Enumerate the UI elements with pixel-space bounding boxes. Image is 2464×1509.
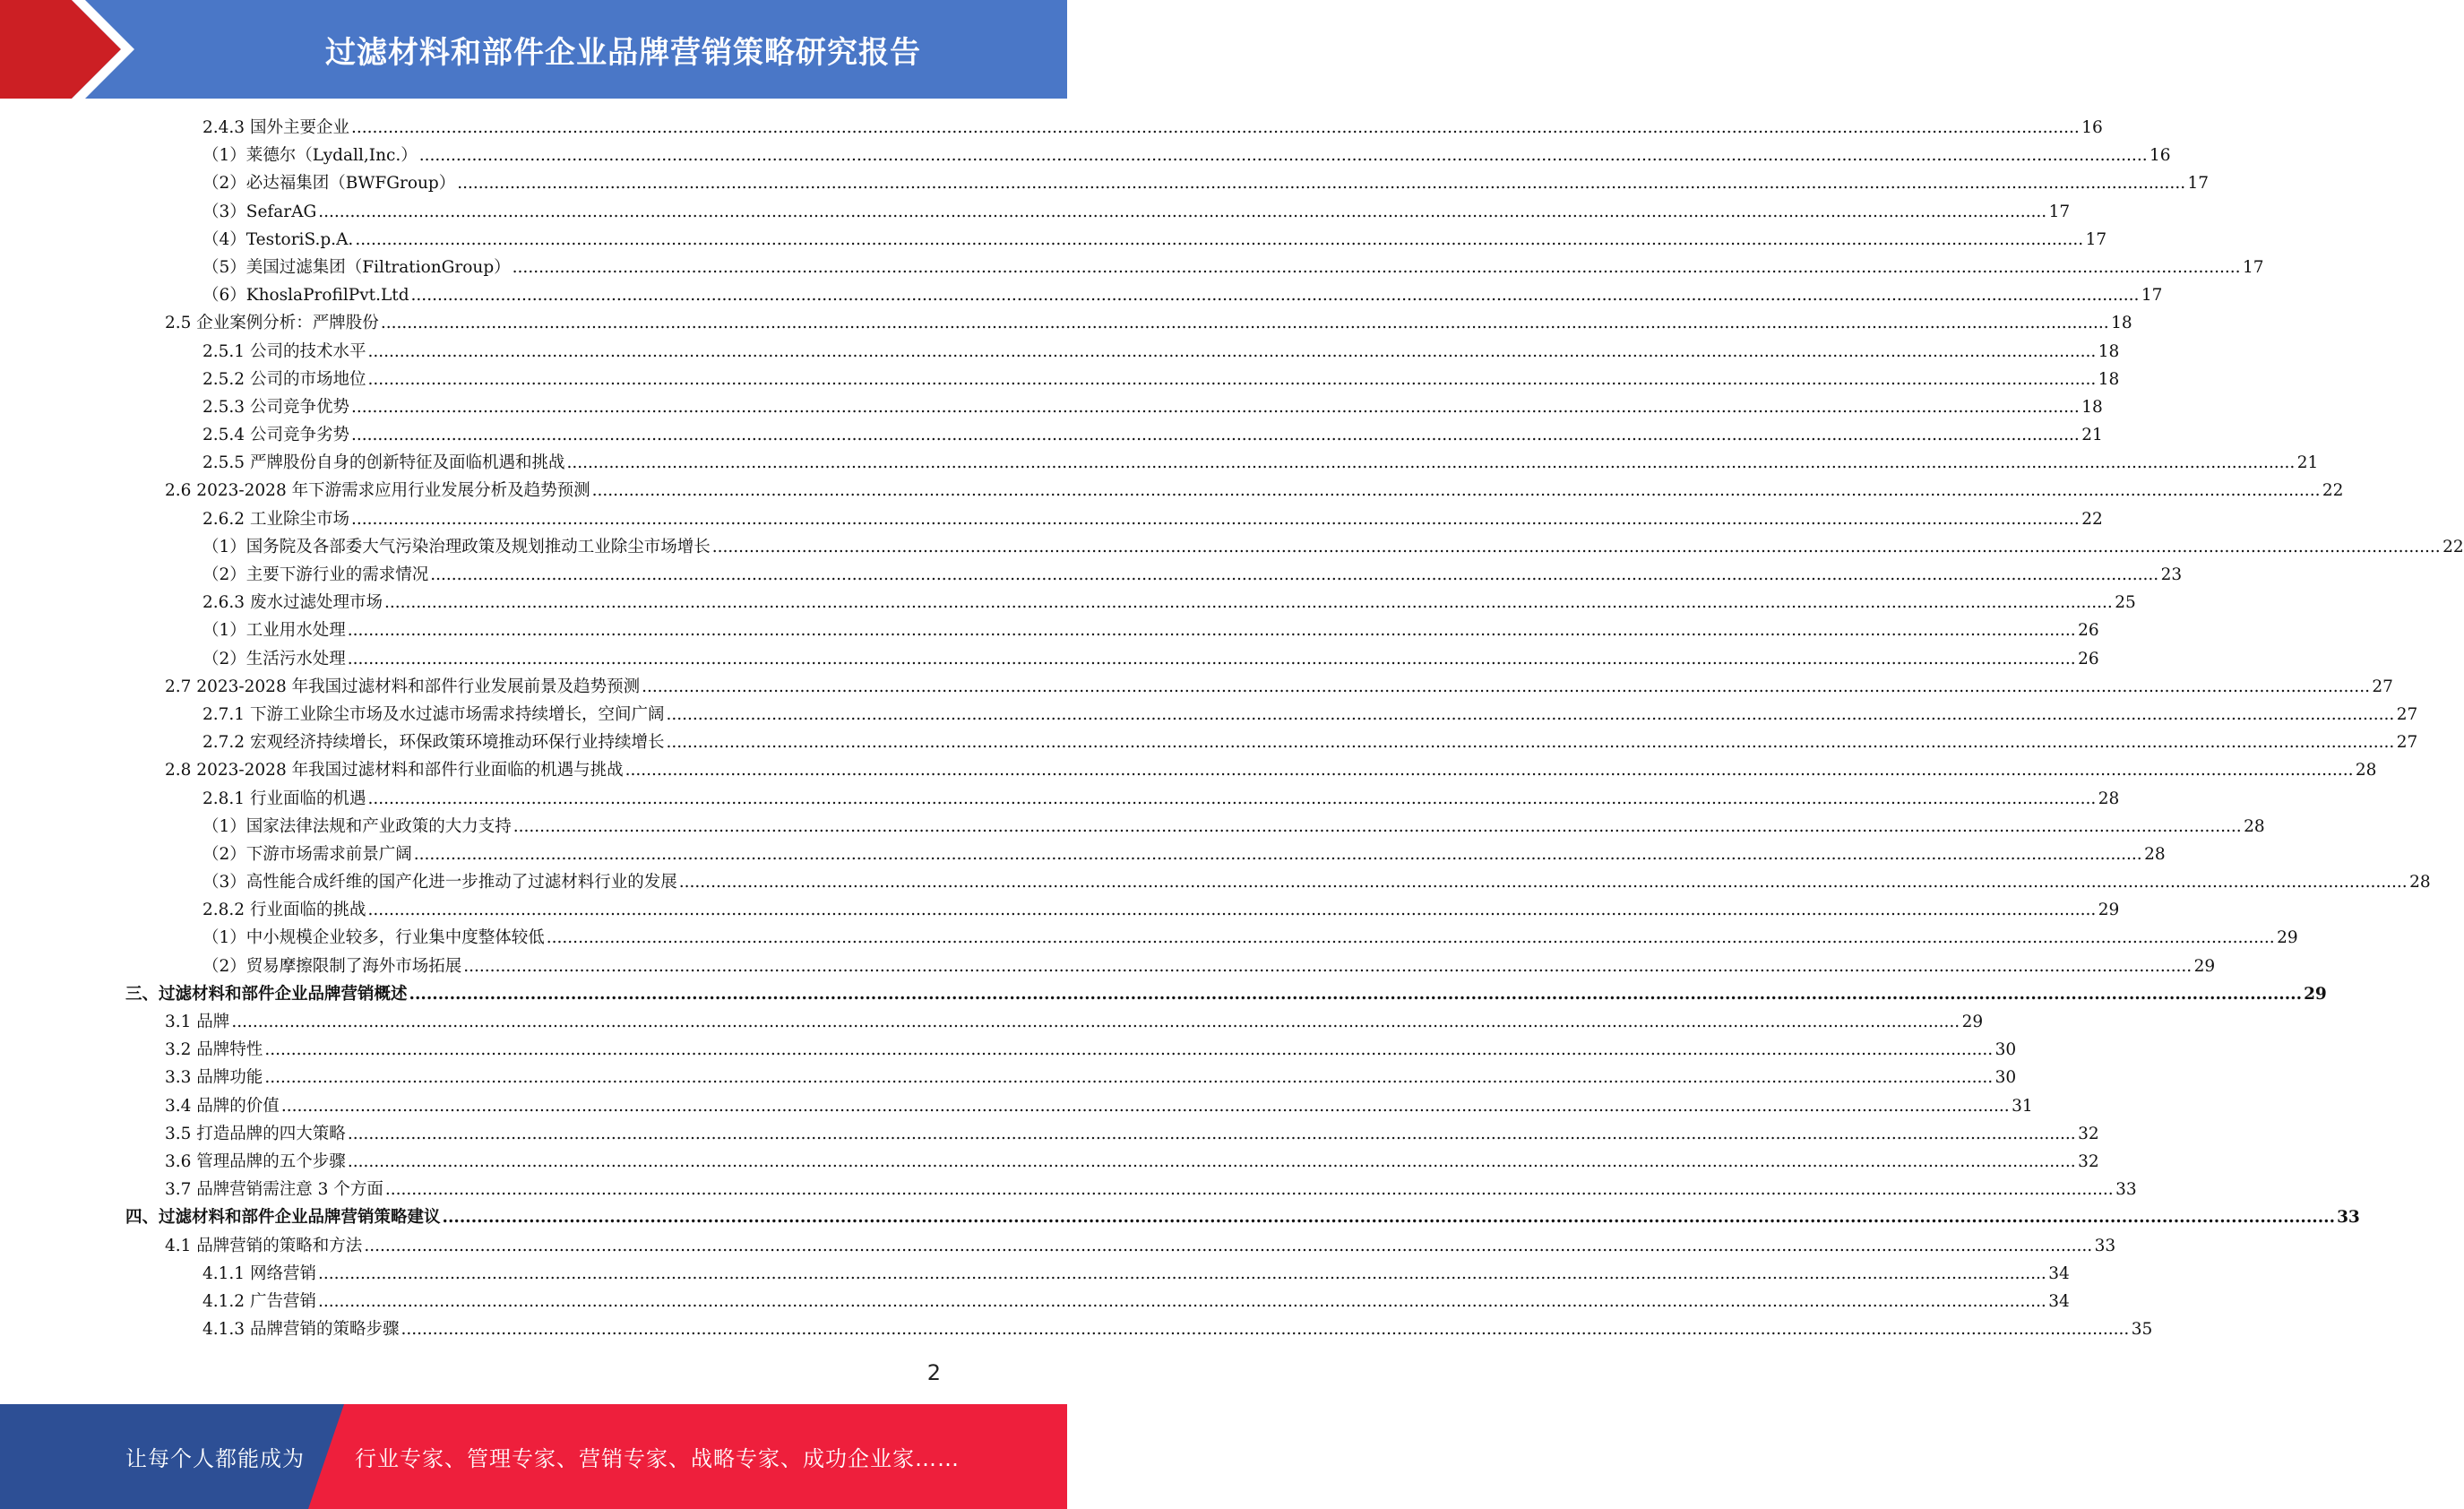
toc-dot-leader xyxy=(351,421,2080,449)
toc-entry-page: 17 xyxy=(2187,174,2210,194)
toc-entry[interactable] xyxy=(0,169,2210,197)
toc-entry[interactable] xyxy=(0,1232,2116,1260)
toc-entry[interactable] xyxy=(0,1176,2137,1203)
toc-entry-page: 26 xyxy=(2078,649,2099,668)
toc-entry-title: （2）生活污水处理 xyxy=(202,649,346,668)
toc-entry-title: 2.5.4 公司竞争劣势 xyxy=(202,426,349,445)
toc-dot-leader xyxy=(281,1092,2010,1120)
toc-dot-leader xyxy=(401,1315,2129,1343)
toc-entry-title: （1）工业用水处理 xyxy=(202,621,346,641)
toc-entry[interactable] xyxy=(0,1008,1984,1036)
toc-entry-title: 4.1 品牌营销的策略和方法 xyxy=(165,1236,363,1255)
toc-entry-title: 2.7 2023-2028 年我国过滤材料和部件行业发展前景及趋势预测 xyxy=(165,677,641,696)
toc-entry-title: 2.5.1 公司的技术水平 xyxy=(202,341,366,361)
toc-entry-title: 2.8.2 行业面临的挑战 xyxy=(202,901,366,920)
toc-entry-title: （2）贸易摩擦限制了海外市场拓展 xyxy=(202,956,462,976)
toc-entry[interactable] xyxy=(0,1260,2070,1288)
toc-entry-page: 33 xyxy=(2337,1208,2360,1228)
toc-entry-page: 23 xyxy=(2160,565,2183,584)
toc-entry[interactable] xyxy=(0,281,2163,309)
toc-entry-title: （4）TestoriS.p.A. xyxy=(202,229,354,249)
toc-dot-leader xyxy=(367,785,2096,813)
toc-dot-leader xyxy=(351,393,2080,421)
toc-entry-page: 33 xyxy=(2094,1236,2116,1255)
toc-entry-title: 2.7.2 宏观经济持续增长，环保政策环境推动环保行业持续增长 xyxy=(202,733,665,753)
toc-entry-title: 2.5.5 严牌股份自身的创新特征及面临机遇和挑战 xyxy=(202,453,565,473)
toc-entry-title: （1）国家法律法规和产业政策的大力支持 xyxy=(202,816,512,836)
toc-dot-leader xyxy=(712,533,2441,561)
toc-entry[interactable] xyxy=(0,673,2393,701)
toc-dot-leader xyxy=(642,673,2370,701)
toc-entry[interactable] xyxy=(0,896,2120,924)
toc-entry[interactable] xyxy=(0,1036,2017,1064)
toc-entry[interactable] xyxy=(0,1092,2033,1120)
toc-entry-title: 3.4 品牌的价值 xyxy=(165,1096,280,1116)
toc-dot-leader xyxy=(384,589,2113,617)
toc-entry[interactable] xyxy=(0,756,2377,784)
toc-entry-page: 17 xyxy=(2141,286,2163,306)
toc-entry[interactable] xyxy=(0,785,2120,813)
toc-entry-page: 17 xyxy=(2085,229,2107,249)
toc-entry-page: 35 xyxy=(2131,1320,2153,1340)
toc-entry-page: 28 xyxy=(2244,816,2265,836)
toc-entry-title: 2.5 企业案例分析：严牌股份 xyxy=(165,314,379,333)
toc-dot-leader xyxy=(409,980,2303,1008)
toc-entry-title: 2.6.2 工业除尘市场 xyxy=(202,509,349,529)
toc-dot-leader xyxy=(592,477,2321,504)
toc-entry-title: （2）必达福集团（BWFGroup） xyxy=(202,174,456,194)
toc-entry[interactable] xyxy=(0,449,2319,477)
toc-entry-title: 2.4.3 国外主要企业 xyxy=(202,118,349,137)
toc-entry-title: （1）国务院及各部委大气污染治理政策及规划推动工业除尘市场增长 xyxy=(202,537,711,556)
toc-dot-leader xyxy=(264,1036,1993,1064)
page-header xyxy=(0,0,1067,99)
toc-dot-leader xyxy=(566,449,2295,477)
toc-entry[interactable] xyxy=(0,1203,2360,1231)
toc-dot-leader xyxy=(625,756,2354,784)
toc-entry[interactable] xyxy=(0,953,2216,980)
toc-entry[interactable] xyxy=(0,366,2120,393)
toc-entry-title: 2.5.3 公司竞争优势 xyxy=(202,397,349,417)
toc-entry-page: 27 xyxy=(2396,733,2418,753)
toc-dot-leader xyxy=(348,1120,2076,1148)
toc-dot-leader xyxy=(318,198,2046,226)
toc-entry-title: 2.8.1 行业面临的机遇 xyxy=(202,789,366,808)
toc-entry-page: 29 xyxy=(2277,928,2298,948)
toc-entry-page: 30 xyxy=(1994,1040,2017,1060)
toc-entry-page: 22 xyxy=(2322,481,2344,501)
toc-entry[interactable] xyxy=(0,980,2327,1008)
toc-entry-page: 16 xyxy=(2081,118,2103,137)
table-of-contents xyxy=(0,114,2464,1343)
toc-entry-title: 3.2 品牌特性 xyxy=(165,1040,263,1060)
toc-entry-page: 25 xyxy=(2115,593,2136,613)
toc-entry[interactable] xyxy=(0,338,2120,366)
toc-dot-leader xyxy=(318,1260,2046,1288)
toc-dot-leader xyxy=(411,281,2140,309)
report-title: 过滤材料和部件企业品牌营销策略研究报告 xyxy=(325,34,921,71)
toc-entry[interactable] xyxy=(0,924,2298,952)
page-footer xyxy=(0,1404,1067,1509)
toc-entry-title: 4.1.3 品牌营销的策略步骤 xyxy=(202,1320,400,1340)
toc-entry[interactable] xyxy=(0,421,2103,449)
toc-entry[interactable] xyxy=(0,1064,2017,1091)
toc-dot-leader xyxy=(264,1064,1993,1091)
toc-entry-title: 2.8 2023-2028 年我国过滤材料和部件行业面临的机遇与挑战 xyxy=(165,761,624,780)
toc-dot-leader xyxy=(367,896,2096,924)
header-arrow-icon xyxy=(0,0,143,99)
toc-dot-leader xyxy=(385,1176,2114,1203)
toc-entry[interactable] xyxy=(0,533,2464,561)
toc-entry-title: （2）下游市场需求前景广阔 xyxy=(202,844,412,864)
toc-entry-page: 29 xyxy=(1961,1013,1984,1031)
footer-slogan-right: 行业专家、管理专家、营销专家、战略专家、成功企业家…… xyxy=(355,1446,960,1471)
toc-entry-page: 28 xyxy=(2144,844,2166,864)
toc-entry[interactable] xyxy=(0,198,2071,226)
toc-entry[interactable] xyxy=(0,1120,2099,1148)
toc-entry-title: 3.3 品牌功能 xyxy=(165,1068,263,1088)
toc-entry-page: 18 xyxy=(2111,314,2132,333)
toc-entry-title: （5）美国过滤集团（FiltrationGroup） xyxy=(202,257,511,277)
toc-dot-leader xyxy=(666,701,2394,729)
toc-dot-leader xyxy=(666,729,2394,756)
toc-entry[interactable] xyxy=(0,1315,2153,1343)
toc-dot-leader xyxy=(443,1203,2336,1231)
toc-entry[interactable] xyxy=(0,254,2264,281)
toc-entry-title: （3）高性能合成纤维的国产化进一步推动了过滤材料行业的发展 xyxy=(202,873,677,892)
toc-entry[interactable] xyxy=(0,477,2344,504)
toc-dot-leader xyxy=(355,226,2083,254)
footer-slogan-left: 让每个人都能成为 xyxy=(125,1446,305,1471)
toc-entry-title: 2.6 2023-2028 年下游需求应用行业发展分析及趋势预测 xyxy=(165,481,590,501)
toc-entry-page: 17 xyxy=(2048,202,2071,221)
toc-entry[interactable] xyxy=(0,868,2431,896)
toc-dot-leader xyxy=(419,142,2148,169)
toc-entry[interactable] xyxy=(0,561,2183,589)
toc-entry-page: 28 xyxy=(2409,873,2431,892)
toc-entry-title: 3.1 品牌 xyxy=(165,1013,230,1031)
toc-entry-title: 2.5.2 公司的市场地位 xyxy=(202,369,366,389)
toc-entry-title: 4.1.1 网络营销 xyxy=(202,1263,316,1283)
toc-entry-title: 2.7.1 下游工业除尘市场及水过滤市场需求持续增长，空间广阔 xyxy=(202,704,665,724)
toc-entry-page: 34 xyxy=(2048,1263,2070,1283)
toc-dot-leader xyxy=(364,1232,2092,1260)
toc-entry-page: 28 xyxy=(2098,789,2120,808)
toc-entry-title: （6）KhoslaProfilPvt.Ltd xyxy=(202,286,409,306)
toc-entry-page: 18 xyxy=(2081,397,2103,417)
toc-entry[interactable] xyxy=(0,393,2103,421)
toc-entry[interactable] xyxy=(0,226,2107,254)
toc-dot-leader xyxy=(318,1288,2046,1315)
toc-dot-leader xyxy=(231,1008,1960,1036)
toc-dot-leader xyxy=(430,561,2158,589)
toc-entry-page: 29 xyxy=(2193,956,2216,976)
toc-entry-page: 21 xyxy=(2081,426,2103,445)
toc-entry-title: （2）主要下游行业的需求情况 xyxy=(202,565,429,584)
toc-entry-page: 16 xyxy=(2150,146,2171,166)
toc-entry-page: 27 xyxy=(2372,677,2393,696)
toc-entry[interactable] xyxy=(0,701,2418,729)
toc-dot-leader xyxy=(348,645,2076,673)
toc-entry-page: 21 xyxy=(2296,453,2319,473)
toc-entry-title: 2.6.3 废水过滤处理市场 xyxy=(202,593,383,613)
toc-dot-leader xyxy=(679,868,2408,896)
toc-entry[interactable] xyxy=(0,1148,2099,1176)
toc-entry[interactable] xyxy=(0,142,2171,169)
toc-entry-page: 32 xyxy=(2078,1151,2099,1171)
toc-dot-leader xyxy=(351,114,2080,142)
toc-entry-title: 4.1.2 广告营销 xyxy=(202,1291,316,1311)
toc-dot-leader xyxy=(381,309,2109,337)
toc-entry-page: 34 xyxy=(2048,1291,2070,1311)
toc-dot-leader xyxy=(414,841,2142,868)
toc-dot-leader xyxy=(513,254,2241,281)
toc-entry-page: 33 xyxy=(2115,1180,2137,1200)
toc-entry-page: 18 xyxy=(2098,341,2120,361)
toc-entry[interactable] xyxy=(0,645,2099,673)
toc-entry-page: 22 xyxy=(2442,537,2464,556)
toc-dot-leader xyxy=(457,169,2185,197)
toc-dot-leader xyxy=(513,813,2242,841)
toc-entry-page: 29 xyxy=(2098,901,2120,920)
toc-dot-leader xyxy=(351,505,2080,533)
toc-dot-leader xyxy=(348,1148,2076,1176)
toc-entry-page: 17 xyxy=(2242,257,2264,277)
toc-entry[interactable] xyxy=(0,309,2132,337)
toc-entry[interactable] xyxy=(0,589,2136,617)
toc-entry[interactable] xyxy=(0,729,2418,756)
toc-entry-page: 22 xyxy=(2081,509,2103,529)
toc-dot-leader xyxy=(367,366,2096,393)
toc-entry[interactable] xyxy=(0,505,2103,533)
toc-entry-page: 26 xyxy=(2078,621,2099,641)
toc-entry-page: 30 xyxy=(1994,1068,2017,1088)
toc-entry-title: 3.6 管理品牌的五个步骤 xyxy=(165,1151,346,1171)
toc-dot-leader xyxy=(463,953,2192,980)
toc-entry-title: 四、过滤材料和部件企业品牌营销策略建议 xyxy=(125,1208,441,1228)
toc-entry-title: （1）莱德尔（Lydall,Inc.） xyxy=(202,146,418,166)
page-number: 2 xyxy=(926,1360,941,1385)
toc-entry-title: 3.7 品牌营销需注意 3 个方面 xyxy=(165,1180,383,1200)
toc-entry-page: 32 xyxy=(2078,1124,2099,1143)
toc-entry[interactable] xyxy=(0,841,2166,868)
toc-entry[interactable] xyxy=(0,114,2103,142)
toc-dot-leader xyxy=(367,338,2096,366)
toc-entry-title: （1）中小规模企业较多，行业集中度整体较低 xyxy=(202,928,545,948)
toc-entry[interactable] xyxy=(0,1288,2070,1315)
toc-entry-page: 31 xyxy=(2012,1096,2033,1116)
toc-entry-title: 3.5 打造品牌的四大策略 xyxy=(165,1124,346,1143)
toc-entry[interactable] xyxy=(0,813,2265,841)
toc-entry-page: 27 xyxy=(2396,704,2418,724)
toc-entry-title: 三、过滤材料和部件企业品牌营销概述 xyxy=(125,984,408,1004)
toc-dot-leader xyxy=(547,924,2275,952)
toc-entry-page: 28 xyxy=(2355,761,2377,780)
toc-entry-page: 29 xyxy=(2304,984,2327,1004)
toc-dot-leader xyxy=(348,617,2076,644)
toc-entry-title: （3）SefarAG xyxy=(202,202,317,221)
toc-entry[interactable] xyxy=(0,617,2099,644)
toc-entry-page: 18 xyxy=(2098,369,2120,389)
